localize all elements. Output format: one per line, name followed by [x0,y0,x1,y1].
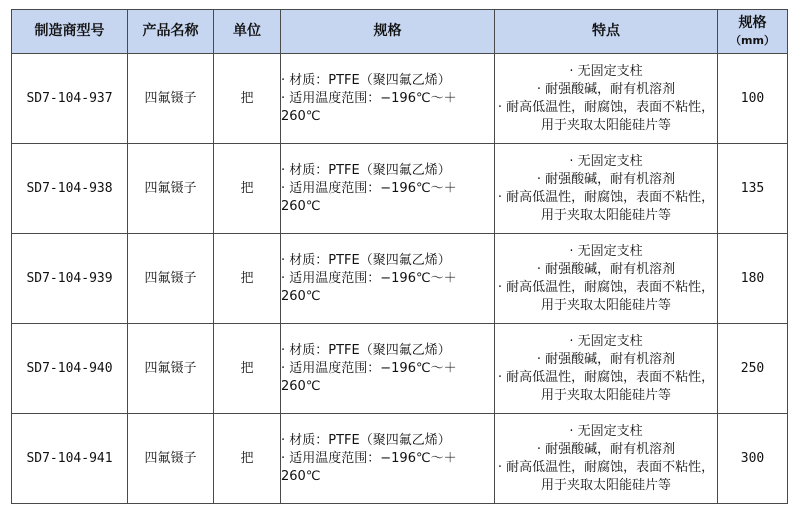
spec-temperature: · 适用温度范围：−196℃～＋260℃ [281,90,457,124]
feature-no-post: · 无固定支柱 [569,243,643,259]
cell-unit: 把 [214,54,281,144]
spec-temperature: · 适用温度范围：−196℃～＋260℃ [281,270,457,304]
cell-spec [281,54,495,144]
cell-name: 四氟镊子 [128,144,214,234]
feature-chem-resistant: · 耐强酸碱，耐有机溶剂 [536,351,676,367]
header-size [718,10,788,54]
cell-model: SD7-104-937 [12,54,128,144]
feature-no-post: · 无固定支柱 [569,153,643,169]
spec-temperature: · 适用温度范围：−196℃～＋260℃ [281,450,457,484]
feature-temp-nonstick: · 耐高低温性，耐腐蚀，表面不粘性，用于夹取太阳能硅片等 [497,99,715,133]
cell-model: SD7-104-938 [12,144,128,234]
cell-features [495,414,718,504]
cell-spec [281,234,495,324]
table-row [12,234,788,324]
spec-material: · 材质：PTFE（聚四氟乙烯） [281,162,451,178]
cell-size: 135 [718,144,788,234]
cell-model: SD7-104-941 [12,414,128,504]
cell-model: SD7-104-939 [12,234,128,324]
spec-temperature: · 适用温度范围：−196℃～＋260℃ [281,360,457,394]
feature-chem-resistant: · 耐强酸碱，耐有机溶剂 [536,261,676,277]
cell-features [495,324,718,414]
feature-chem-resistant: · 耐强酸碱，耐有机溶剂 [536,441,676,457]
feature-chem-resistant: · 耐强酸碱，耐有机溶剂 [536,81,676,97]
header-model: 制造商型号 [12,10,128,54]
feature-temp-nonstick: · 耐高低温性，耐腐蚀，表面不粘性，用于夹取太阳能硅片等 [497,279,715,313]
spec-material: · 材质：PTFE（聚四氟乙烯） [281,342,451,358]
spec-material: · 材质：PTFE（聚四氟乙烯） [281,252,451,268]
cell-features [495,54,718,144]
header-name: 产品名称 [128,10,214,54]
cell-name: 四氟镊子 [128,414,214,504]
cell-unit: 把 [214,234,281,324]
header-features: 特点 [495,10,718,54]
header-unit: 单位 [214,10,281,54]
cell-size: 300 [718,414,788,504]
cell-unit: 把 [214,144,281,234]
product-spec-table [11,9,788,504]
cell-name: 四氟镊子 [128,234,214,324]
cell-name: 四氟镊子 [128,54,214,144]
table-header-row [12,10,788,54]
feature-no-post: · 无固定支柱 [569,333,643,349]
cell-size: 250 [718,324,788,414]
cell-name: 四氟镊子 [128,324,214,414]
header-size-label: 规格 [738,14,767,31]
feature-chem-resistant: · 耐强酸碱，耐有机溶剂 [536,171,676,187]
feature-temp-nonstick: · 耐高低温性，耐腐蚀，表面不粘性，用于夹取太阳能硅片等 [497,369,715,403]
feature-temp-nonstick: · 耐高低温性，耐腐蚀，表面不粘性，用于夹取太阳能硅片等 [497,189,715,223]
cell-unit: 把 [214,324,281,414]
feature-no-post: · 无固定支柱 [569,63,643,79]
cell-spec [281,144,495,234]
cell-unit: 把 [214,414,281,504]
cell-size: 180 [718,234,788,324]
header-spec: 规格 [281,10,495,54]
feature-no-post: · 无固定支柱 [569,423,643,439]
cell-spec [281,324,495,414]
cell-features [495,234,718,324]
table-row [12,414,788,504]
spec-temperature: · 适用温度范围：−196℃～＋260℃ [281,180,457,214]
feature-temp-nonstick: · 耐高低温性，耐腐蚀，表面不粘性，用于夹取太阳能硅片等 [497,459,715,493]
cell-features [495,144,718,234]
table-row [12,144,788,234]
cell-model: SD7-104-940 [12,324,128,414]
spec-material: · 材质：PTFE（聚四氟乙烯） [281,72,451,88]
spec-material: · 材质：PTFE（聚四氟乙烯） [281,432,451,448]
cell-spec [281,414,495,504]
table-row [12,54,788,144]
header-size-unit: （mm） [730,33,775,47]
cell-size: 100 [718,54,788,144]
table-row [12,324,788,414]
